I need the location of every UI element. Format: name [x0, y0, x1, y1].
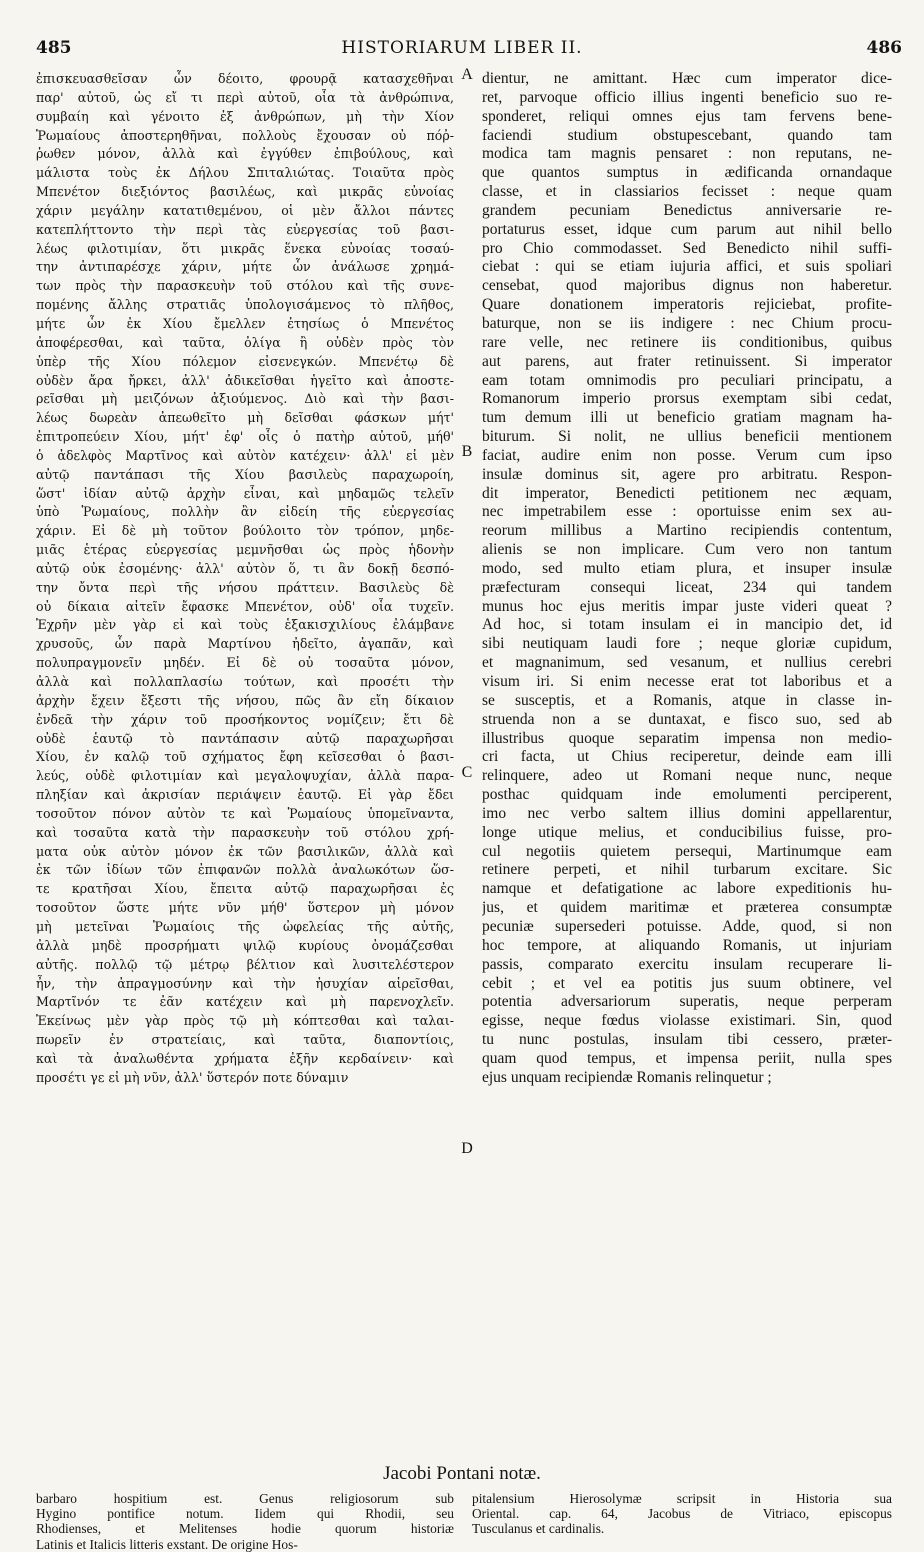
- note-line: Oriental. cap. 64, Jacobus de Vitriaco, episcopus: [472, 1506, 892, 1522]
- latin-text-line: præfecturam consequi liceat, 234 qui tandem: [482, 578, 892, 596]
- latin-text-line: aut parens, aut frater retinuissent. Si imperator: [482, 352, 892, 370]
- page-number-left: 485: [36, 38, 72, 58]
- latin-text-line: retinere perpeti, et nihil turbarum excitare. Sic: [482, 861, 892, 879]
- page-number-right: 486: [866, 38, 902, 58]
- latin-text-line: jus, et quidem maritimæ et præterea consumptæ: [482, 899, 892, 917]
- latin-text-column: [482, 70, 892, 1088]
- greek-text-line: καὶ τοσαῦτα κατὰ τὴν παρασκευὴν τοῦ στόλου χρή-: [36, 824, 454, 840]
- latin-text-line: que quantos sumptus in ædificanda ornandaque: [482, 164, 892, 182]
- latin-text-line: rare velle, nec retinere iis conditionibus, quibus: [482, 333, 892, 351]
- greek-text-line: τε κρατῆσαι Χίου, ἔπειτα αὐτῷ παραχωρῆσαι ἐς: [36, 881, 454, 897]
- latin-text-line: cri facta, ut Chius reciperetur, deinde eam illi: [482, 748, 892, 766]
- running-title: HISTORIARUM LIBER II.: [341, 38, 583, 58]
- greek-text-line: Ῥωμαίους ἀποστερηθῆναι, πολλοὺς ἔχουσαν οὐ πόῤ-: [36, 127, 454, 143]
- greek-text-line: ματα οὐκ αὐτὸν μόνον ἐκ τῶν βασιλικῶν, ἀλλὰ καὶ: [36, 843, 454, 859]
- latin-text-line: egisse, neque fœdus violasse existimari. Sin, quod: [482, 1012, 892, 1030]
- latin-text-line: pro Chio commodasset. Sed Benedicto nihil suffi-: [482, 239, 892, 257]
- greek-text-line: λεύς, οὐδὲ φιλοτιμίαν καὶ μεγαλοψυχίαν, ἀλλὰ παρα-: [36, 768, 454, 784]
- latin-text-line: cul negotiis quietem persequi, Martinumque eam: [482, 842, 892, 860]
- latin-text-line: insulæ dominus sit, agere pro arbitratu. Respon-: [482, 465, 892, 483]
- greek-text-line: ἐπιτροπεύειν Χίου, μήτ' ἐφ' οἷς ὁ πατὴρ αὐτοῦ, μήθ': [36, 429, 454, 445]
- greek-text-line: οὐδὲν ἄρα ἤρκει, ἀλλ' ἀδικεῖσθαι ἡγεῖτο καὶ ἀποστε-: [36, 372, 454, 388]
- greek-text-line: ἐνδεᾶ τὴν χάριν τοῦ προσήκοντος νομίζειν; ἔτι δὲ: [36, 711, 454, 727]
- greek-text-line: την ἀντιπαρέσχε χάριν, μήτε ὧν ἀνάλωσε χρημά-: [36, 259, 454, 275]
- greek-text-line: προσέτι γε εἰ μὴ νῦν, ἀλλ' ὕστερόν ποτε δύναμιν: [36, 1069, 349, 1085]
- latin-text-line: namque et defatigatione ac labore expeditionis hu-: [482, 880, 892, 898]
- greek-text-line: οὐ δίκαια αἰτεῖν ἔφασκε Μπενέτον, οὐδ' οἷα τυχεῖν.: [36, 598, 454, 614]
- latin-text-line: illustribus quoque separatim impensa non medio-: [482, 729, 892, 747]
- margin-marker-d: D: [461, 1140, 473, 1157]
- latin-text-line: quam quod tempus, et impensa periit, nulla spes: [482, 1049, 892, 1067]
- greek-text-line: κατεπλήττοντο τὴν περὶ τὰς εὐεργεσίας τοῦ βασι-: [36, 221, 454, 237]
- page-header: [0, 38, 924, 68]
- greek-text-line: ρεῖσθαι μὴ μειζόνων ἀξιούμενος. Διὸ καὶ τὴν βασι-: [36, 391, 454, 407]
- latin-text-line: reorum millibus a Martino recipiendis contentum,: [482, 522, 892, 540]
- notes-right-column: [472, 1491, 892, 1537]
- greek-text-line: τοσοῦτον πόνον αὐτὸν τε καὶ Ῥωμαίους ὑπομεῖναντα,: [36, 805, 454, 821]
- greek-text-line: αὐτῷ οὐκ ἐσομένης· ἀλλ' αὐτὸν ὅ, τι ἂν δοκῇ δεσπό-: [36, 560, 454, 576]
- latin-text-line: struenda non a se duntaxat, e fisco suo, sed ab: [482, 710, 892, 728]
- greek-text-line: ἐπισκευασθεῖσαν ὧν δέοιτο, φρουρᾷ κατασχεθῆναι: [36, 71, 454, 86]
- greek-text-line: πωρεῖν ἐν στρατείαις, καὶ ταῦτα, διαποντίοις,: [36, 1032, 454, 1048]
- greek-text-line: χρυσοῦς, ὧν παρὰ Μαρτίνου ἠδεῖτο, ἀγαπᾶν, καὶ: [36, 636, 454, 652]
- greek-text-line: Ἐχρῆν μὲν γὰρ εἰ καὶ τοὺς ἑξακισχιλίους ἐλάμβανε: [36, 617, 454, 633]
- latin-text-line: ret, parvoque officio illius ingenti beneficio suo re-: [482, 88, 892, 106]
- greek-text-line: μάλιστα τοὺς ἐκ Δήλου Σπιταλιώτας. Τοιαῦτα πρὸς: [36, 165, 454, 181]
- latin-text-line: munus hoc ejus meritis impar juste videri queat ?: [482, 597, 892, 615]
- note-line: Tusculanus et cardinalis.: [472, 1521, 605, 1537]
- latin-text-line: cebit ; et vel ea potitis jus suum obtinere, vel: [482, 974, 892, 992]
- latin-text-line: tum demum illi ut beneficio gratiam magnam ha-: [482, 409, 892, 427]
- latin-text-line: modica tam magnis pensaret : non reputans, ne-: [482, 145, 892, 163]
- latin-text-line: passis, comparato exercitu insulam recuperare li-: [482, 955, 892, 973]
- notes-left-column: [36, 1491, 454, 1552]
- greek-text-line: μὴ μετεῖναι Ῥωμαίοις τῆς ὠφελείας τῆς αὐτῆς,: [36, 918, 454, 934]
- greek-text-line: ὑπὲρ τῆς Χίου πόλεμον εἰσενεγκών. Μπενέτῳ δὲ: [36, 353, 454, 369]
- notes-title: Jacobi Pontani notæ.: [383, 1463, 541, 1484]
- greek-text-line: ἀλλὰ μηδὲ προσρήματι ψιλῷ κυρίους ὀνομάζεσθαι: [36, 937, 454, 953]
- greek-text-line: ἀποφέρεσθαι, καὶ ταῦτα, ὀλίγα ἢ οὐδὲν πρὸς τὸν: [36, 334, 454, 350]
- latin-text-line: tu nunc postulas, insulam tibi cessero, præter-: [482, 1031, 892, 1049]
- greek-text-column: [36, 70, 454, 1088]
- latin-text-line: potentia adversariorum superatis, neque perperam: [482, 993, 892, 1011]
- latin-text-line: portaturus esset, idque cum parum aut nihil bello: [482, 220, 892, 238]
- greek-text-line: ἀρχὴν ἔχειν ἔξεστι τῆς νήσου, πῶς ἂν εἴη δίκαιον: [36, 692, 454, 708]
- greek-text-line: ὥστ' ἰδίαν αὐτῷ ἀρχὴν εἶναι, καὶ μηδαμῶς τελεῖν: [36, 485, 454, 501]
- note-line: pitalensium Hierosolymæ scripsit in Historia sua: [472, 1491, 892, 1506]
- greek-text-line: μιᾶς ἑτέρας εὐεργεσίας μεμνῆσθαι ὡς πρὸς ἡδονὴν: [36, 542, 454, 558]
- latin-text-line: ciebat : qui se etiam iujuria affici, et suis spoliari: [482, 258, 892, 276]
- greek-text-line: πολυπραγμονεῖν μηδέν. Εἰ δὲ οὐ τοσαῦτα μόνον,: [36, 655, 454, 671]
- greek-text-line: Χίου, ἐν καλῷ τοῦ σχήματος ἔφη κεῖσεσθαι ὁ βασι-: [36, 749, 454, 765]
- latin-text-line: classe, et in classiarios fecisset : neque quam: [482, 183, 892, 201]
- greek-text-line: αὐτῷ παντάπασι τῆς Χίου βασιλεὺς παραχωροίη,: [36, 466, 454, 482]
- latin-text-line: hoc tempore, at aliquando Romanis, ut injuriam: [482, 936, 892, 954]
- greek-text-line: ἦν, τὴν ἀπραγμοσύνην καὶ τὴν ἡσυχίαν αἱρεῖσθαι,: [36, 975, 454, 991]
- latin-text-line: ejus unquam recipiendæ Romanis relinquetur ;: [482, 1068, 772, 1086]
- greek-text-line: μήτε ὧν ἐκ Χίου ἔμελλεν ἐτησίως ὁ Μπενέτος: [36, 315, 454, 331]
- latin-text-line: Quare donationem imperatoris rejiciebat, profite-: [482, 296, 892, 314]
- latin-text-line: longe utique melius, et conducibilius fuisse, pro-: [482, 823, 892, 841]
- latin-text-line: eam totam omnimodis pro peculiari principatu, a: [482, 371, 892, 389]
- latin-text-line: imo nec verbo saltem illius domini appellarentur,: [482, 804, 892, 822]
- latin-text-line: se susceptis, et a Romanis, atque in classe in-: [482, 691, 892, 709]
- latin-text-line: dientur, ne amittant. Hæc cum imperator dice-: [482, 70, 892, 87]
- greek-text-line: την ὄντα περὶ τῆς νήσου πράττειν. Βασιλεὺς δὲ: [36, 579, 454, 595]
- latin-text-line: sponderet, reliqui omnes ejus tam fervens bene-: [482, 107, 892, 125]
- latin-text-line: faciat, audire enim non posse. Verum cum ipso: [482, 446, 892, 464]
- note-line: Hygino pontifice notum. Iidem qui Rhodii, seu: [36, 1506, 454, 1522]
- latin-text-line: modo, sed multo etiam plura, et insuper insulæ: [482, 559, 892, 577]
- greek-text-line: αὐτῆς. πολλῷ τῷ μέτρῳ βέλτιον καὶ λυσιτελέστερον: [36, 956, 454, 972]
- latin-text-line: nec impetrabilem esse : oportuisse enim sex au-: [482, 503, 892, 521]
- margin-marker-a: A: [461, 66, 473, 83]
- greek-text-line: καὶ τὰ ἀναλωθέντα χρήματα ἐξῆν κερδαίνειν· καὶ: [36, 1050, 454, 1066]
- latin-text-line: faciendi studium obstupescebant, quando tam: [482, 126, 892, 144]
- note-line: Latinis et Italicis litteris exstant. De origine Hos-: [36, 1536, 298, 1552]
- greek-text-line: ὁ ἀδελφὸς Μαρτῖνος καὶ αὐτὸν κατέχειν· ἀλλ' εἰ μὲν: [36, 447, 454, 463]
- latin-text-line: sibi neutiquam laudi fore ; neque gloriæ cupidum,: [482, 635, 892, 653]
- greek-text-line: λέως δωρεὰν ἀπεωθεῖτο μὴ δεῖσθαι φάσκων μήτ': [36, 410, 454, 426]
- greek-text-line: λέως φιλοτιμίαν, ὅτι μικρᾶς ἕνεκα εὐνοίας τοσαύ-: [36, 240, 454, 256]
- latin-text-line: et magnanimum, sed vesanum, et nullius cerebri: [482, 654, 892, 672]
- latin-text-line: alienis se non implicare. Cum vero non tantum: [482, 541, 892, 559]
- greek-text-line: ῥωθεν μόνον, ἀλλὰ καὶ ἐγγύθεν ἐπιβούλους, καὶ: [36, 146, 454, 162]
- greek-text-line: ἐκ τῶν ἰδίων τῶν ἐπιφανῶν πολλὰ ἀναλωκότων ὥσ-: [36, 862, 454, 878]
- greek-text-line: ὑπὸ Ῥωμαίους, πολλὴν ἂν εἰδείη τῆς εὐεργεσίας: [36, 504, 454, 520]
- latin-text-line: Romanorum imperio prorsus exemptam sibi cedat,: [482, 390, 892, 408]
- note-line: barbaro hospitium est. Genus religiosorum sub: [36, 1491, 454, 1506]
- latin-text-line: posthac quidquam inde emolumenti perciperent,: [482, 786, 892, 804]
- greek-text-line: παρ' αὐτοῦ, ὡς εἴ τι περὶ αὐτοῦ, οἷα τὰ ἀνθρώπινα,: [36, 89, 454, 105]
- margin-marker-b: B: [461, 443, 473, 460]
- latin-text-line: censebat, quod majoribus dignus non haberetur.: [482, 277, 892, 295]
- greek-text-line: πομένης ἄλλης στρατιᾶς ὑπολογισάμενος τὸ πλῆθος,: [36, 297, 454, 313]
- latin-text-line: visum iri. Si enim necesse erat tot laboribus et a: [482, 673, 892, 690]
- latin-text-line: biturum. Si nolit, ne ullius beneficii mentionem: [482, 428, 892, 446]
- greek-text-line: τοσοῦτον ὥστε μήτε νῦν μήθ' ὕστερον μὴ μόνον: [36, 900, 454, 916]
- greek-text-line: Μπενέτον διεξιόντος βασιλέως, καὶ μικρᾶς εὐνοίας: [36, 184, 454, 200]
- latin-text-line: grandem pecuniam Benedictus anniversarie re-: [482, 201, 892, 219]
- greek-text-line: συμβαίη καὶ γένοιτο ἐξ ἀνθρώπων, μὴ τὴν Χίον: [36, 108, 454, 124]
- greek-text-line: πληξίαν καὶ ἀκρισίαν περιάψειν ἑαυτῷ. Εἰ γὰρ ἔδει: [36, 787, 454, 803]
- greek-text-line: των πρὸς τὴν παρασκευὴν τοῦ στόλου καὶ τῆς συνε-: [36, 278, 454, 294]
- latin-text-line: pecuniæ supersederi potuisse. Adde, quod, si non: [482, 917, 892, 935]
- margin-marker-c: C: [461, 764, 473, 781]
- greek-text-line: οὐδὲ ἑαυτῷ τὸ παντάπασιν αὐτῷ παραχωρῆσαι: [36, 730, 454, 746]
- latin-text-line: dit imperator, Benedicti petitionem nec æquam,: [482, 484, 892, 502]
- greek-text-line: χάριν μεγάλην κατατιθεμένου, οἱ μὲν ἄλλοι πάντες: [36, 202, 454, 218]
- note-line: Rhodienses, et Melitenses hodie quorum historiæ: [36, 1521, 454, 1537]
- greek-text-line: Μαρτῖνόν τε ἐᾶν κατέχειν καὶ μὴ παρενοχλεῖν.: [36, 994, 454, 1010]
- greek-text-line: χάριν. Εἰ δὲ μὴ τοῦτον βούλοιτο τὸν τρόπον, μηδε-: [36, 523, 454, 539]
- latin-text-line: Ad hoc, si totam insulam ei in mancipio det, id: [482, 616, 892, 634]
- greek-text-line: Ἐκείνως μὲν γὰρ πρὸς τῷ μὴ κόπτεσθαι καὶ ταλαι-: [36, 1013, 454, 1029]
- latin-text-line: baturque, non se iis indigere : nec Chium procu-: [482, 314, 892, 332]
- latin-text-line: relinquere, adeo ut Romani neque nunc, neque: [482, 767, 892, 785]
- greek-text-line: ἀλλὰ καὶ πολλαπλασίω τούτων, καὶ προσέτι τὴν: [36, 674, 454, 689]
